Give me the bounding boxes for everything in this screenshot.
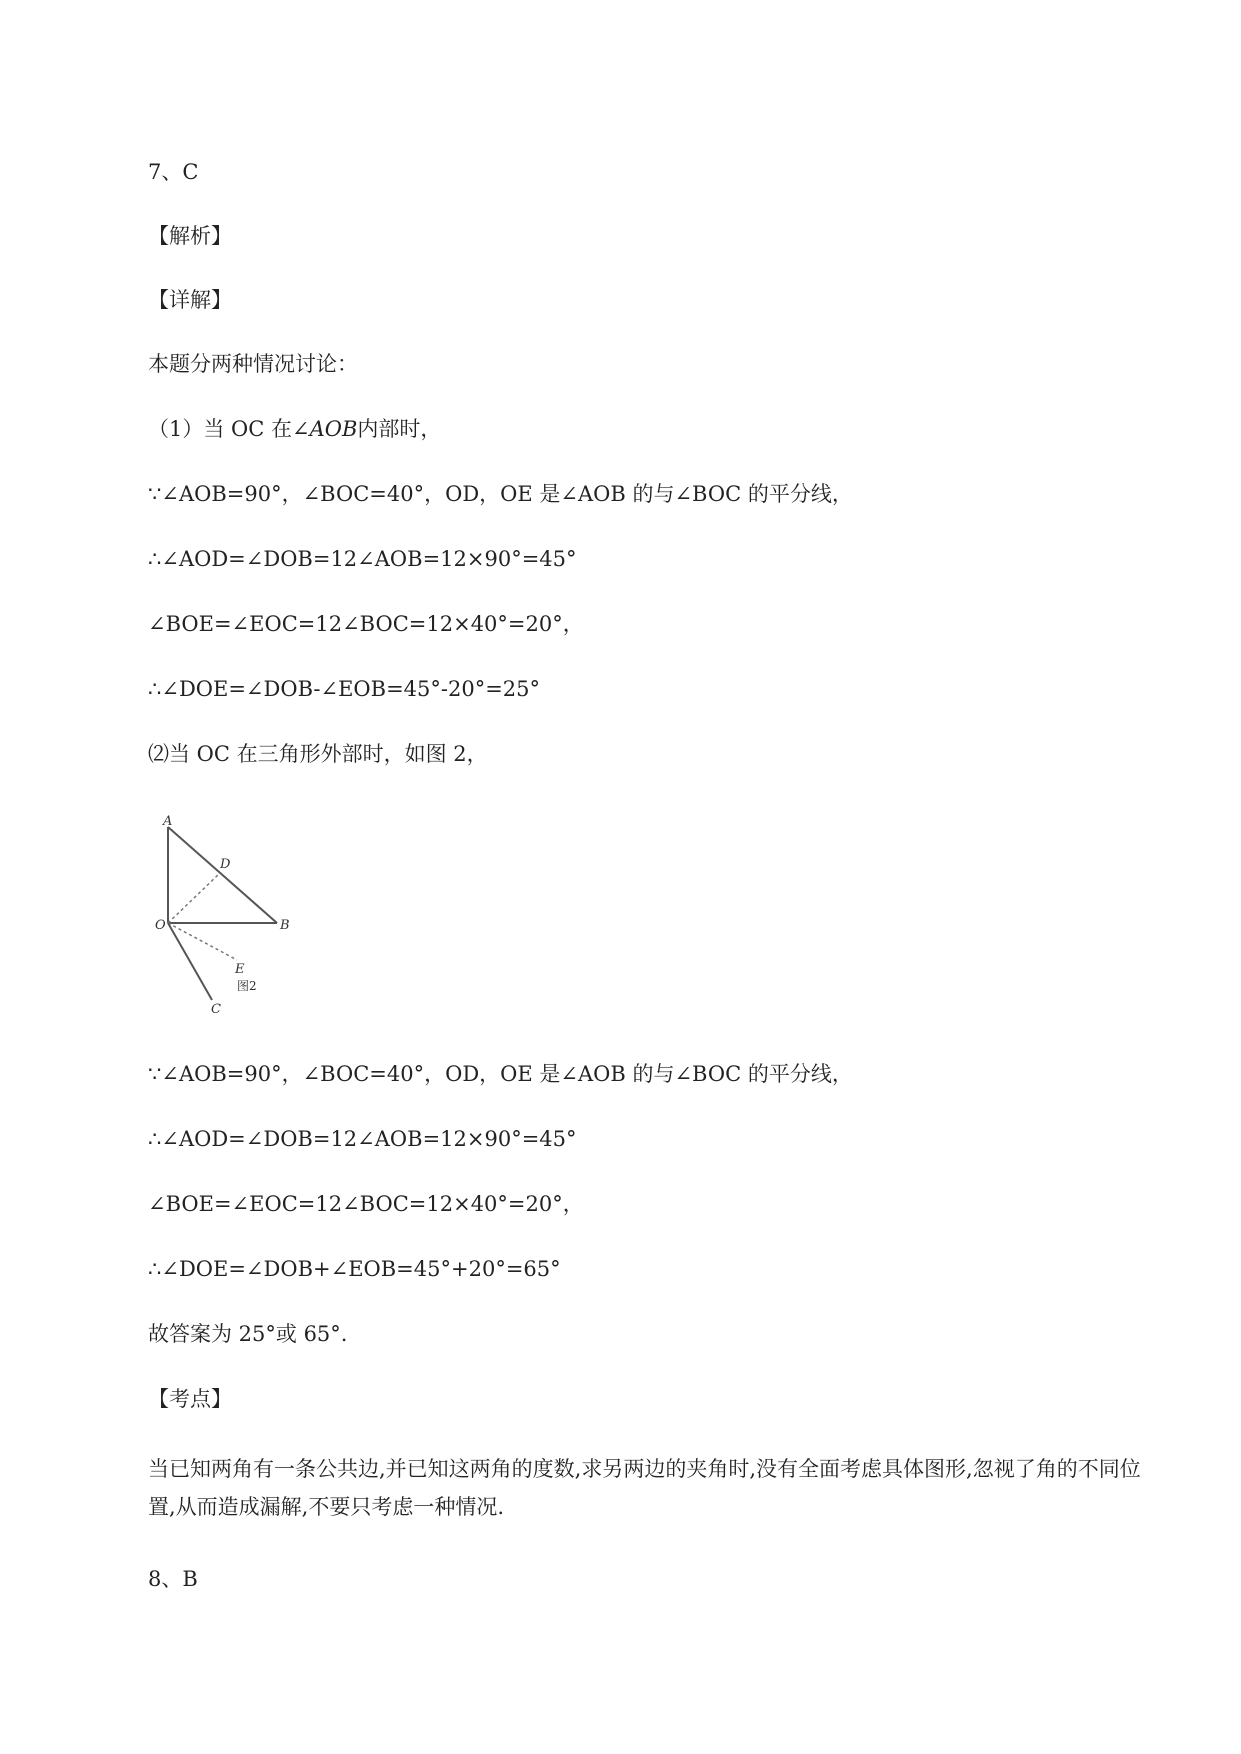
case2-step1: ∴∠AOD=∠DOB=12∠AOB=12×90°=45°: [148, 1127, 577, 1151]
label-c: C: [211, 1002, 221, 1015]
label-b: B: [280, 918, 290, 933]
case1-result: ∴∠DOE=∠DOB-∠EOB=45°-20°=25°: [148, 677, 541, 701]
figure-caption: 图2: [237, 979, 257, 993]
case1-step2: ∠BOE=∠EOC=12∠BOC=12×40°=20°，: [148, 612, 584, 636]
exam-point-text: 当已知两角有一条公共边,并已知这两角的度数,求另两边的夹角时,没有全面考虑具体图形,忽视了角的不同位置,从而造成漏解,不要只考虑一种情况.: [148, 1457, 1141, 1519]
label-e: E: [235, 962, 245, 977]
line-ab: [168, 827, 277, 923]
label-a: A: [163, 815, 173, 829]
exam-point-header: 【考点】: [148, 1387, 232, 1411]
geometry-figure: [155, 815, 305, 1015]
case2-intro: ⑵当 OC 在三角形外部时，如图 2，: [148, 742, 488, 766]
label-o: O: [155, 918, 166, 933]
case1-suffix: 内部时，: [357, 417, 442, 441]
detail-header: 【详解】: [148, 288, 232, 312]
analysis-header: 【解析】: [148, 224, 232, 248]
case2-step2: ∠BOE=∠EOC=12∠BOC=12×40°=20°，: [148, 1192, 584, 1216]
q8-answer: 8、B: [148, 1567, 198, 1591]
case1-heading: [148, 415, 441, 443]
case2-given: ∵∠AOB=90°，∠BOC=40°，OD，OE 是∠AOB 的与∠BOC 的平分线，: [148, 1062, 853, 1086]
label-d: D: [220, 857, 231, 872]
case1-prefix: （1）当 OC 在: [148, 417, 292, 441]
case1-given: ∵∠AOB=90°，∠BOC=40°，OD，OE 是∠AOB 的与∠BOC 的平分线，: [148, 482, 853, 506]
case2-result: ∴∠DOE=∠DOB+∠EOB=45°+20°=65°: [148, 1257, 561, 1281]
case1-angle: ∠AOB: [292, 417, 358, 441]
q7-answer: 7、C: [148, 160, 199, 184]
line-od: [168, 873, 220, 923]
case1-step1: ∴∠AOD=∠DOB=12∠AOB=12×90°=45°: [148, 547, 577, 571]
conclusion: 故答案为 25°或 65°.: [148, 1322, 348, 1346]
intro-text: 本题分两种情况讨论：: [148, 352, 358, 376]
